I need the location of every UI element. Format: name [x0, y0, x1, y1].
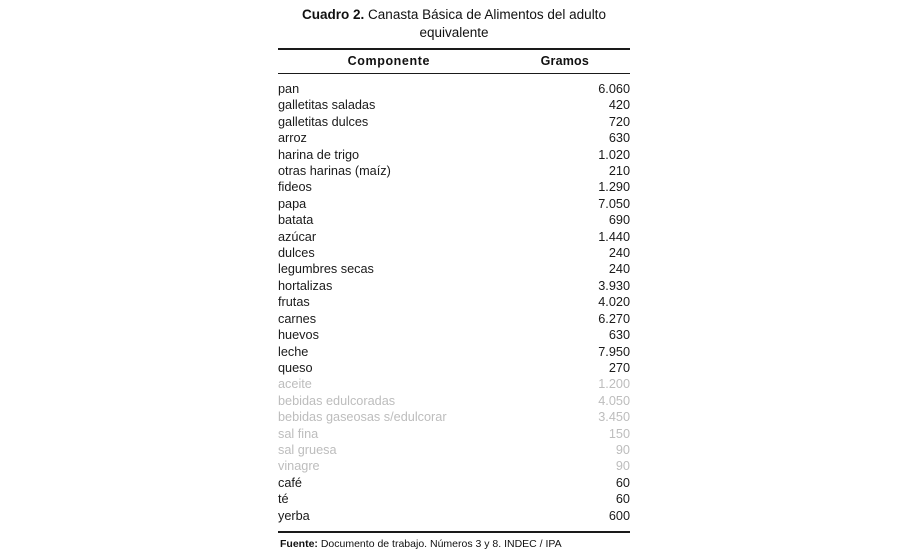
source-label: Fuente:: [280, 537, 318, 550]
table-row: [278, 278, 630, 294]
table-row: [278, 344, 630, 360]
cell-component: leche: [278, 344, 309, 359]
table-row: [278, 491, 630, 507]
cell-grams: 210: [608, 164, 630, 179]
caption-text: Canasta Básica de Alimentos del adulto equivalente: [364, 7, 606, 40]
cell-grams: 90: [615, 442, 630, 457]
cell-component: frutas: [278, 295, 310, 310]
cell-component: otras harinas (maíz): [278, 164, 391, 179]
cell-grams: 270: [608, 360, 630, 375]
cell-grams: 720: [608, 114, 630, 129]
table-row: [278, 74, 630, 97]
table-row: [278, 130, 630, 146]
cell-component: batata: [278, 213, 314, 228]
cell-component: papa: [278, 196, 307, 211]
cell-grams: 630: [608, 328, 630, 343]
source-text: Documento de trabajo. Números 3 y 8. INDEC / IPA: [317, 537, 562, 550]
cell-grams: 630: [608, 131, 630, 146]
cell-component: aceite: [278, 377, 312, 392]
table-row: [278, 458, 630, 474]
cell-component: bebidas edulcoradas: [278, 393, 396, 408]
column-header-grams: Gramos: [540, 54, 590, 68]
cell-component: dulces: [278, 246, 315, 261]
table-row: [278, 393, 630, 409]
cell-grams: 1.020: [598, 147, 630, 162]
table-block: [278, 0, 630, 551]
table-source: [278, 533, 630, 551]
cell-component: bebidas gaseosas s/edulcorar: [278, 410, 447, 425]
cell-grams: 3.930: [598, 278, 630, 293]
table-row: [278, 261, 630, 277]
cell-grams: 240: [608, 246, 630, 261]
table-row: [278, 179, 630, 195]
table-body: [278, 74, 630, 531]
cell-component: yerba: [278, 508, 310, 523]
cell-component: azúcar: [278, 229, 317, 244]
cell-grams: 7.050: [598, 196, 630, 211]
table-row: [278, 229, 630, 245]
cell-grams: 4.020: [598, 295, 630, 310]
cell-grams: 1.290: [598, 180, 630, 195]
cell-grams: 1.440: [598, 229, 630, 244]
cell-grams: 150: [608, 426, 630, 441]
table-row: [278, 426, 630, 442]
table-row: [278, 376, 630, 392]
cell-component: café: [278, 475, 302, 490]
basic-food-basket-body: [278, 74, 630, 531]
cell-component: té: [278, 492, 289, 507]
table-row: [278, 311, 630, 327]
cell-component: legumbres secas: [278, 262, 374, 277]
table-row: [278, 442, 630, 458]
cell-component: arroz: [278, 131, 307, 146]
cell-grams: 60: [615, 475, 630, 490]
table-row: [278, 212, 630, 228]
table-row: [278, 475, 630, 491]
table-head: [278, 50, 630, 73]
table-row: [278, 245, 630, 261]
cell-component: hortalizas: [278, 278, 333, 293]
table-row: [278, 294, 630, 310]
table-row: [278, 360, 630, 376]
cell-component: sal fina: [278, 426, 319, 441]
cell-grams: 6.060: [598, 82, 630, 96]
cell-component: huevos: [278, 328, 319, 343]
column-header-component: Componente: [347, 54, 431, 68]
cell-component: fideos: [278, 180, 312, 195]
table-header-row: [278, 50, 630, 73]
cell-component: sal gruesa: [278, 442, 337, 457]
table-row: [278, 147, 630, 163]
cell-grams: 6.270: [598, 311, 630, 326]
cell-component: galletitas dulces: [278, 114, 369, 129]
table-row: [278, 196, 630, 212]
caption-label: Cuadro 2.: [302, 7, 365, 22]
basic-food-basket-table: [278, 50, 630, 73]
table-row: [278, 409, 630, 425]
cell-grams: 4.050: [598, 393, 630, 408]
cell-component: queso: [278, 360, 313, 375]
cell-grams: 3.450: [598, 410, 630, 425]
cell-component: harina de trigo: [278, 147, 360, 162]
cell-component: pan: [278, 82, 300, 96]
table-row: [278, 97, 630, 113]
cell-component: carnes: [278, 311, 317, 326]
cell-grams: 60: [615, 492, 630, 507]
table-row: [278, 114, 630, 130]
table-row: [278, 327, 630, 343]
cell-grams: 240: [608, 262, 630, 277]
cell-grams: 7.950: [598, 344, 630, 359]
cell-grams: 690: [608, 213, 630, 228]
cell-grams: 90: [615, 459, 630, 474]
cell-component: galletitas saladas: [278, 98, 376, 113]
table-caption: [278, 0, 630, 46]
cell-component: vinagre: [278, 459, 320, 474]
table-row: [278, 508, 630, 531]
cell-grams: 420: [608, 98, 630, 113]
table-row: [278, 163, 630, 179]
cell-grams: 600: [608, 508, 630, 523]
cell-grams: 1.200: [598, 377, 630, 392]
